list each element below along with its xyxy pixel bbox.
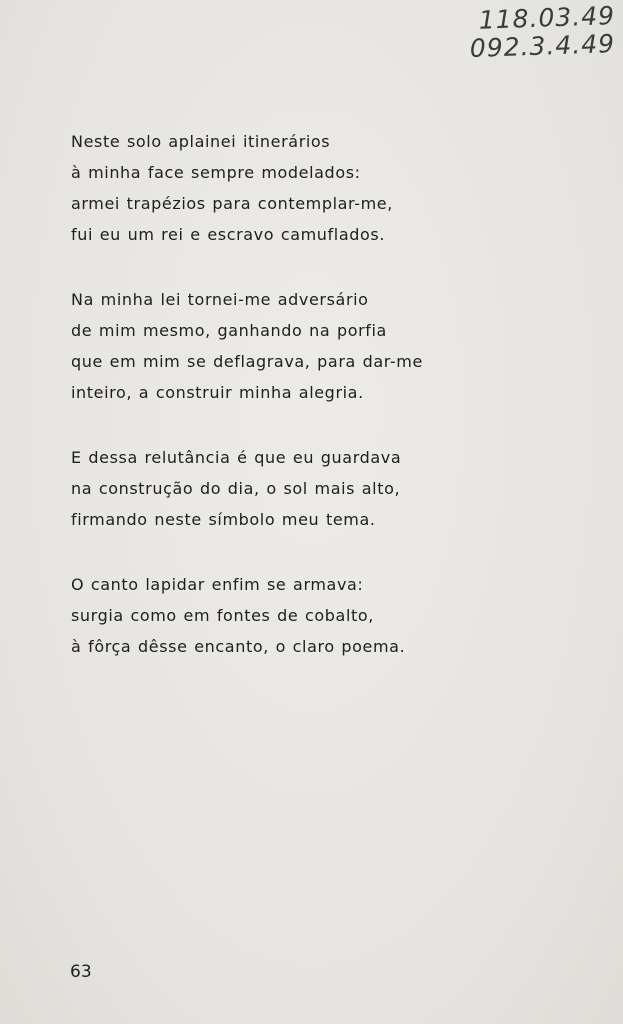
poem-line: de mim mesmo, ganhando na porfia <box>71 321 387 340</box>
poem-line: na construção do dia, o sol mais alto, <box>71 479 401 498</box>
stanza-1 <box>71 126 531 250</box>
poem <box>71 126 531 696</box>
stanza-4 <box>71 569 531 662</box>
stanza-3 <box>71 442 531 535</box>
poem-line: E dessa relutância é que eu guardava <box>71 448 402 467</box>
poem-line: Na minha lei tornei-me adversário <box>71 290 369 309</box>
poem-line: que em mim se deflagrava, para dar-me <box>71 352 423 371</box>
poem-line: surgia como em fontes de cobalto, <box>71 606 374 625</box>
poem-line: armei trapézios para contemplar-me, <box>71 194 393 213</box>
stanza-2 <box>71 284 531 408</box>
poem-line: inteiro, a construir minha alegria. <box>71 383 364 402</box>
page-number: 63 <box>70 962 92 982</box>
catalog-mark: 118.03.49 <box>478 1 616 35</box>
poem-line: à minha face sempre modelados: <box>71 163 361 182</box>
poem-line: firmando neste símbolo meu tema. <box>71 510 376 529</box>
catalog-mark: 092.3.4.49 <box>469 29 616 64</box>
poem-line: Neste solo aplainei itinerários <box>71 132 331 151</box>
poem-line: fui eu um rei e escravo camuflados. <box>71 225 385 244</box>
handwritten-catalog-marks <box>465 1 616 64</box>
poem-line: O canto lapidar enfim se armava: <box>71 575 364 594</box>
poem-line: à fôrça dêsse encanto, o claro poema. <box>71 637 406 656</box>
